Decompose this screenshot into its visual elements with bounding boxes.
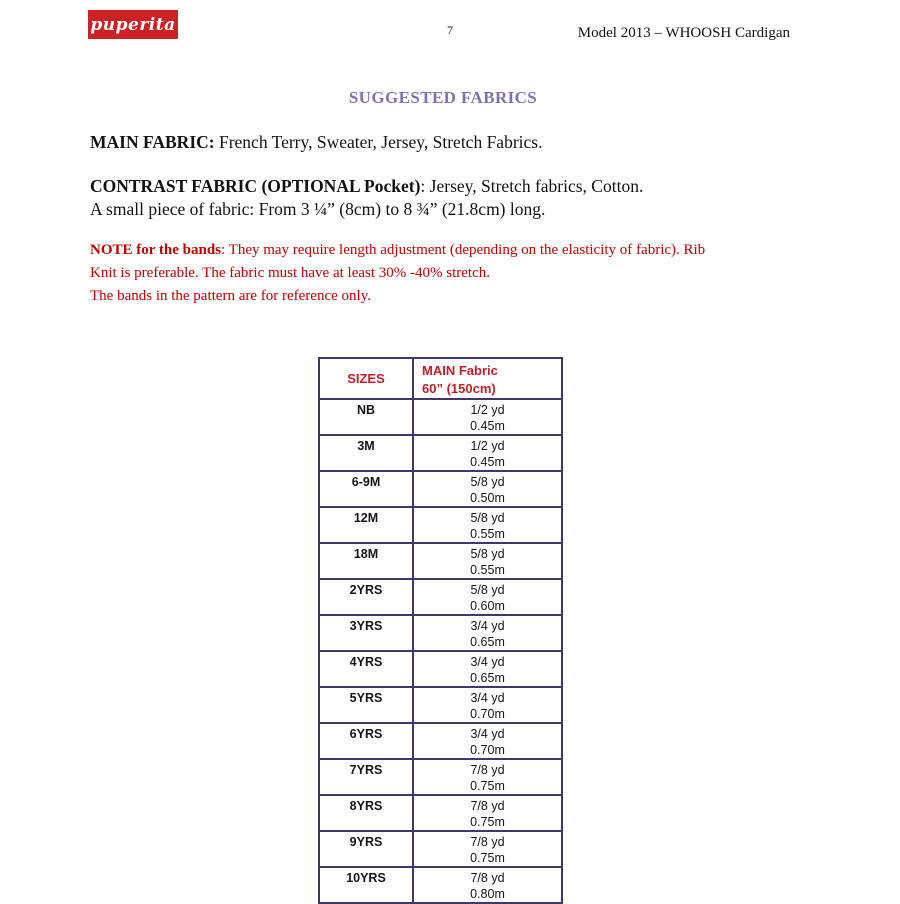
yardage-value: 3/4 yd (470, 727, 505, 741)
table-row (319, 471, 562, 507)
table-row (319, 507, 562, 543)
bands-note-line1: : They may require length adjustment (depending on the elasticity of fabric). Rib (221, 242, 706, 258)
document-header-title: Model 2013 – WHOOSH Cardigan (577, 25, 790, 41)
yardage-value: 7/8 yd (470, 799, 505, 813)
yardage-value: 5/8 yd (470, 475, 505, 489)
size-cell: 10YRS (319, 867, 413, 903)
size-cell: 3M (319, 435, 413, 471)
yardage-value: 7/8 yd (470, 871, 505, 885)
bands-note-label: NOTE for the bands (90, 242, 222, 258)
contrast-fabric-paragraph (90, 175, 820, 220)
puperita-logo-text: puperita (90, 14, 176, 35)
meters-value: 0.65m (470, 635, 505, 649)
size-cell: NB (319, 399, 413, 435)
yardage-value: 5/8 yd (470, 583, 505, 597)
section-title: SUGGESTED FABRICS (348, 88, 538, 107)
yardage-value: 3/4 yd (470, 619, 505, 633)
fabric-amount-cell (413, 651, 562, 687)
table-row (319, 759, 562, 795)
meters-value: 0.45m (470, 419, 505, 433)
fabric-amount-cell (413, 723, 562, 759)
fabric-amount-cell (413, 759, 562, 795)
col-header-main-fabric-line2: 60” (150cm) (422, 381, 496, 396)
yardage-value: 5/8 yd (470, 547, 505, 561)
table-row (319, 867, 562, 903)
size-cell: 6YRS (319, 723, 413, 759)
col-header-main-fabric (413, 358, 562, 399)
table-row (319, 831, 562, 867)
meters-value: 0.55m (470, 527, 505, 541)
table-header-row (319, 358, 562, 399)
meters-value: 0.70m (470, 707, 505, 721)
fabric-amount-cell (413, 471, 562, 507)
meters-value: 0.75m (470, 851, 505, 865)
fabric-amount-cell (413, 687, 562, 723)
table-row (319, 687, 562, 723)
fabric-requirements-table (318, 357, 563, 904)
size-cell: 2YRS (319, 579, 413, 615)
size-cell: 6-9M (319, 471, 413, 507)
fabric-amount-cell (413, 795, 562, 831)
fabric-amount-cell (413, 543, 562, 579)
meters-value: 0.75m (470, 815, 505, 829)
table-row (319, 579, 562, 615)
table-row (319, 723, 562, 759)
meters-value: 0.75m (470, 779, 505, 793)
size-cell: 9YRS (319, 831, 413, 867)
fabric-amount-cell (413, 399, 562, 435)
yardage-value: 7/8 yd (470, 763, 505, 777)
yardage-value: 3/4 yd (470, 691, 505, 705)
meters-value: 0.65m (470, 671, 505, 685)
size-cell: 8YRS (319, 795, 413, 831)
size-cell: 7YRS (319, 759, 413, 795)
meters-value: 0.50m (470, 491, 505, 505)
fabric-amount-cell (413, 831, 562, 867)
size-cell: 4YRS (319, 651, 413, 687)
meters-value: 0.70m (470, 743, 505, 757)
main-fabric-label: MAIN FABRIC: (90, 132, 215, 152)
fabric-amount-cell (413, 435, 562, 471)
size-cell: 12M (319, 507, 413, 543)
contrast-fabric-label: CONTRAST FABRIC (OPTIONAL Pocket) (90, 176, 421, 196)
main-fabric-paragraph (90, 131, 820, 154)
page-number: 7 (447, 23, 453, 37)
meters-value: 0.60m (470, 599, 505, 613)
meters-value: 0.55m (470, 563, 505, 577)
size-cell: 18M (319, 543, 413, 579)
fabric-amount-cell (413, 507, 562, 543)
yardage-value: 7/8 yd (470, 835, 505, 849)
table-row (319, 399, 562, 435)
fabric-amount-cell (413, 615, 562, 651)
fabric-amount-cell (413, 579, 562, 615)
bands-note-paragraph (90, 239, 814, 308)
table-row (319, 435, 562, 471)
contrast-fabric-text: : Jersey, Stretch fabrics, Cotton. (420, 176, 644, 196)
bands-note-line2: Knit is preferable. The fabric must have at least 30% -40% stretch. (90, 265, 490, 281)
size-cell: 3YRS (319, 615, 413, 651)
table-row (319, 615, 562, 651)
yardage-value: 1/2 yd (470, 403, 505, 417)
fabric-amount-cell (413, 867, 562, 903)
col-header-sizes: SIZES (319, 358, 413, 399)
main-fabric-text: French Terry, Sweater, Jersey, Stretch Fabrics. (214, 132, 543, 152)
bands-note-line3: The bands in the pattern are for reference only. (90, 288, 371, 304)
yardage-value: 5/8 yd (470, 511, 505, 525)
contrast-fabric-line2: A small piece of fabric: From 3 ¼” (8cm) to 8 ¾” (21.8cm) long. (90, 198, 546, 219)
yardage-value: 3/4 yd (470, 655, 505, 669)
meters-value: 0.45m (470, 455, 505, 469)
col-header-main-fabric-line1: MAIN Fabric (422, 363, 498, 378)
table-row (319, 543, 562, 579)
yardage-value: 1/2 yd (470, 439, 505, 453)
table-row (319, 651, 562, 687)
fabric-table-body (319, 399, 562, 903)
table-row (319, 795, 562, 831)
size-cell: 5YRS (319, 687, 413, 723)
meters-value: 0.80m (470, 887, 505, 901)
